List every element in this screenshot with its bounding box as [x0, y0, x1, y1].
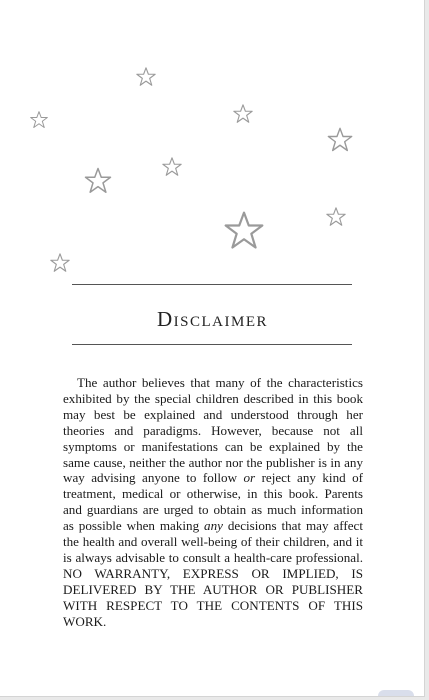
star-icon: [135, 66, 157, 88]
star-icon: [161, 156, 183, 178]
star-icon: [326, 126, 354, 154]
star-icon: [83, 166, 113, 196]
disclaimer-emphasis-any: any: [204, 518, 223, 534]
star-icon: [29, 110, 49, 130]
top-rule: [72, 284, 352, 285]
bottom-rule: [72, 344, 352, 345]
page-title: Disclaimer: [156, 307, 268, 331]
disclaimer-part-1: The author believes that many of the characteristics exhibited by the special children described in this book may best be explained and understood through her theories and paradigms. However, because not all symptoms or manifestations can be explained by the same cause, neither the author nor the publisher is in any way advising anyone to follow: [63, 375, 363, 486]
disclaimer-part-3: decisions that may affect the health and overall well-being of their children, and it is always advisable to consult a health-care professional. NO WARRANTY, EXPRESS OR IMPLIED, IS DELIVERED BY THE AUTHOR OR PUBLISHER WITH RESPECT TO THE CONTENTS OF THIS WORK.: [63, 518, 363, 629]
star-icon: [325, 206, 347, 228]
disclaimer-emphasis-or: or: [243, 470, 256, 486]
disclaimer-part-2: reject any kind of treatment, medical or otherwise, in this book. Parents and guardians are urged to obtain as much information as possible when making: [63, 470, 363, 534]
disclaimer-text: [63, 375, 363, 630]
star-icon: [222, 209, 266, 253]
star-icon: [49, 252, 71, 274]
loading-indicator: [378, 690, 414, 696]
star-icon: [232, 103, 254, 125]
